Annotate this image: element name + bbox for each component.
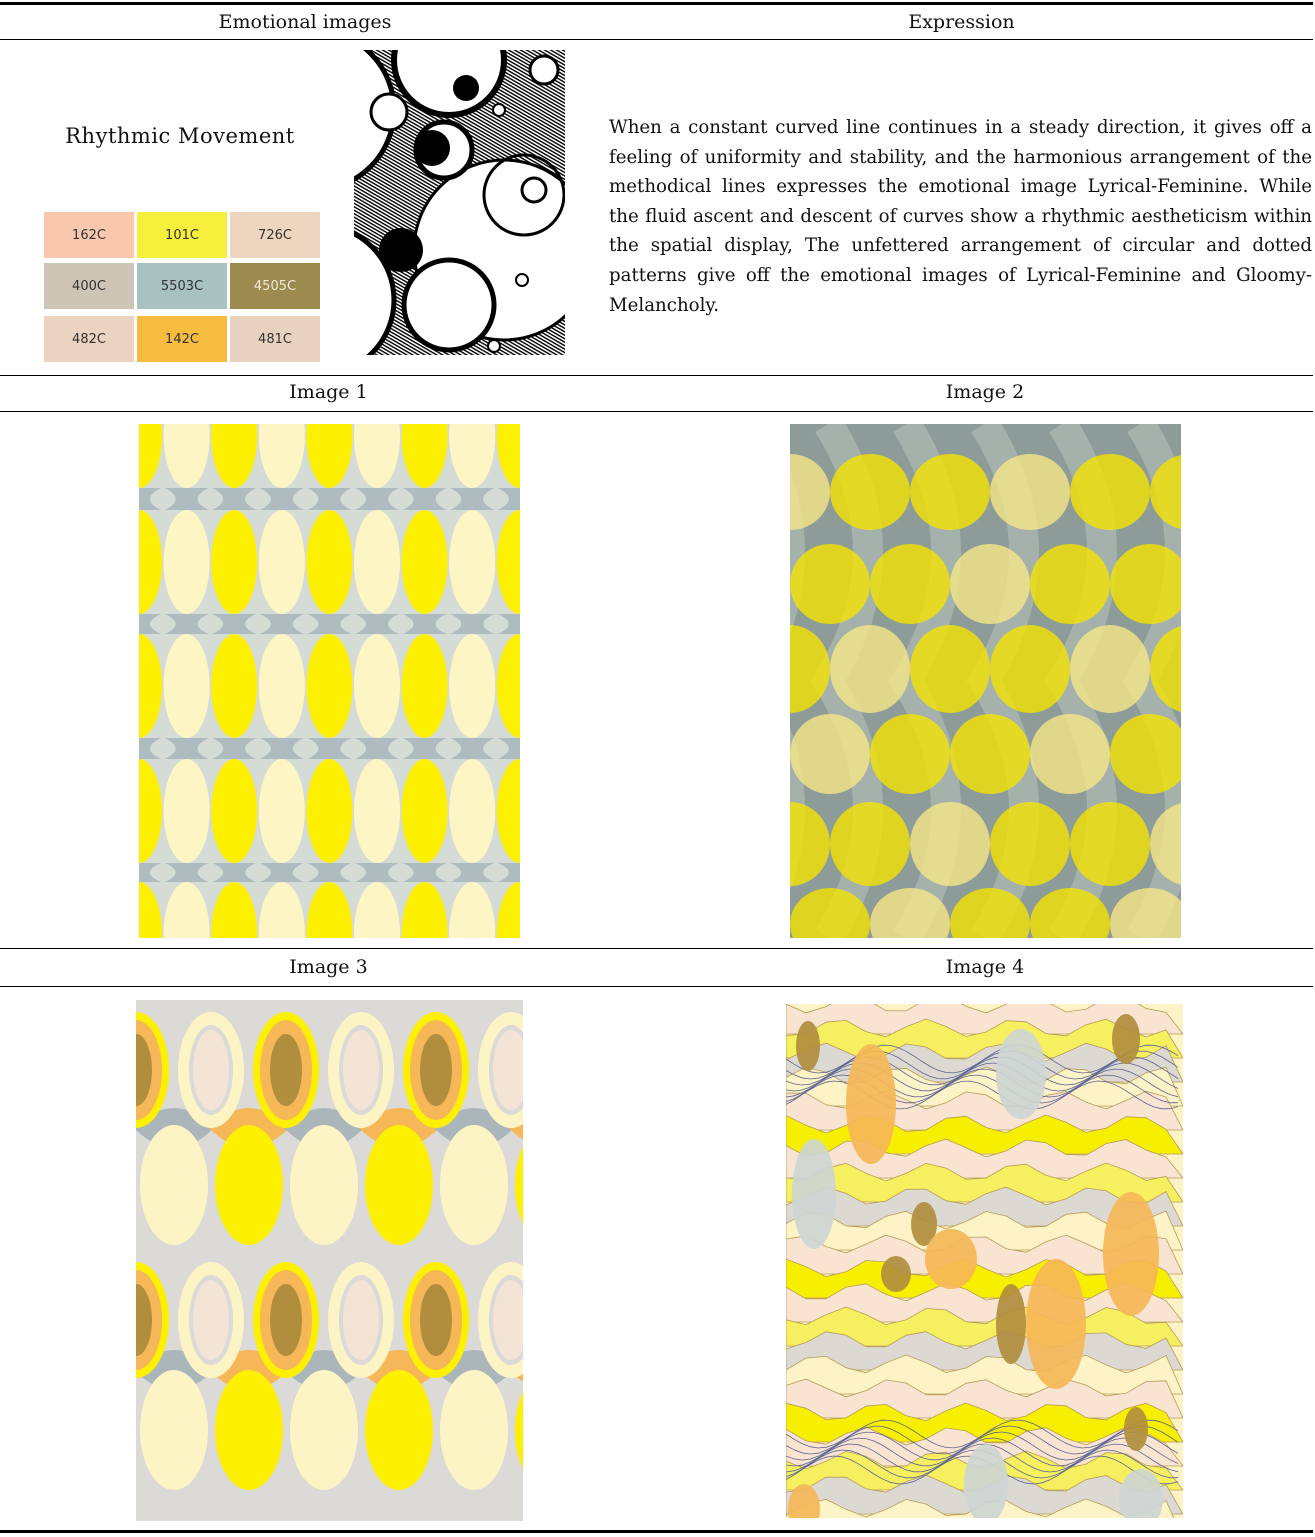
table-top-rule — [0, 2, 1313, 5]
pattern-image-4 — [786, 1004, 1183, 1518]
swatch-code: 726C — [258, 227, 292, 243]
expression-text: When a constant curved line continues in a steady direction, it gives off a feeling of uniformity and stability, and the harmonious arrangement of the methodical lines expresses the emotional image Lyrical-Feminine. While the fluid ascent and descent of curves show a rhythmic aestheticism within the spatial display, The unfettered arrangement of circular and dotted patterns give off the emotional images of Lyrical-Feminine and Gloomy-Melancholy. — [609, 117, 1312, 316]
header-rule — [0, 39, 1313, 40]
row-rule-1 — [0, 375, 1313, 376]
pattern-image-3 — [136, 1000, 523, 1521]
color-palette — [44, 212, 321, 364]
swatch-0 — [44, 212, 134, 258]
circle-motif-image — [354, 50, 565, 355]
swatch-6 — [44, 316, 134, 362]
swatch-code: 142C — [165, 331, 199, 347]
swatch-7 — [137, 316, 227, 362]
header-emotional-images: Emotional images — [218, 11, 392, 33]
image-3-label: Image 3 — [289, 956, 368, 978]
header-expression: Expression — [908, 11, 1015, 33]
swatch-code: 481C — [258, 331, 292, 347]
row-rule-4 — [0, 986, 1313, 987]
image-4-label: Image 4 — [945, 956, 1025, 978]
swatch-code: 400C — [72, 278, 106, 294]
swatch-5 — [230, 263, 320, 309]
row-rule-3 — [0, 948, 1313, 949]
swatch-8 — [230, 316, 320, 362]
table-bottom-rule — [0, 1530, 1313, 1533]
swatch-3 — [44, 263, 134, 309]
pattern-image-1 — [139, 424, 520, 938]
swatch-code: 4505C — [253, 278, 297, 294]
swatch-2 — [230, 212, 320, 258]
swatch-4 — [137, 263, 227, 309]
swatch-code: 5503C — [160, 278, 204, 294]
concept-title: Rhythmic Movement — [65, 124, 295, 148]
row-rule-2 — [0, 411, 1313, 412]
swatch-code: 482C — [72, 331, 106, 347]
image-2-label: Image 2 — [945, 381, 1025, 403]
pattern-image-2 — [790, 424, 1181, 938]
image-1-label: Image 1 — [289, 381, 368, 403]
swatch-1 — [137, 212, 227, 258]
swatch-code: 162C — [72, 227, 106, 243]
swatch-code: 101C — [165, 227, 199, 243]
